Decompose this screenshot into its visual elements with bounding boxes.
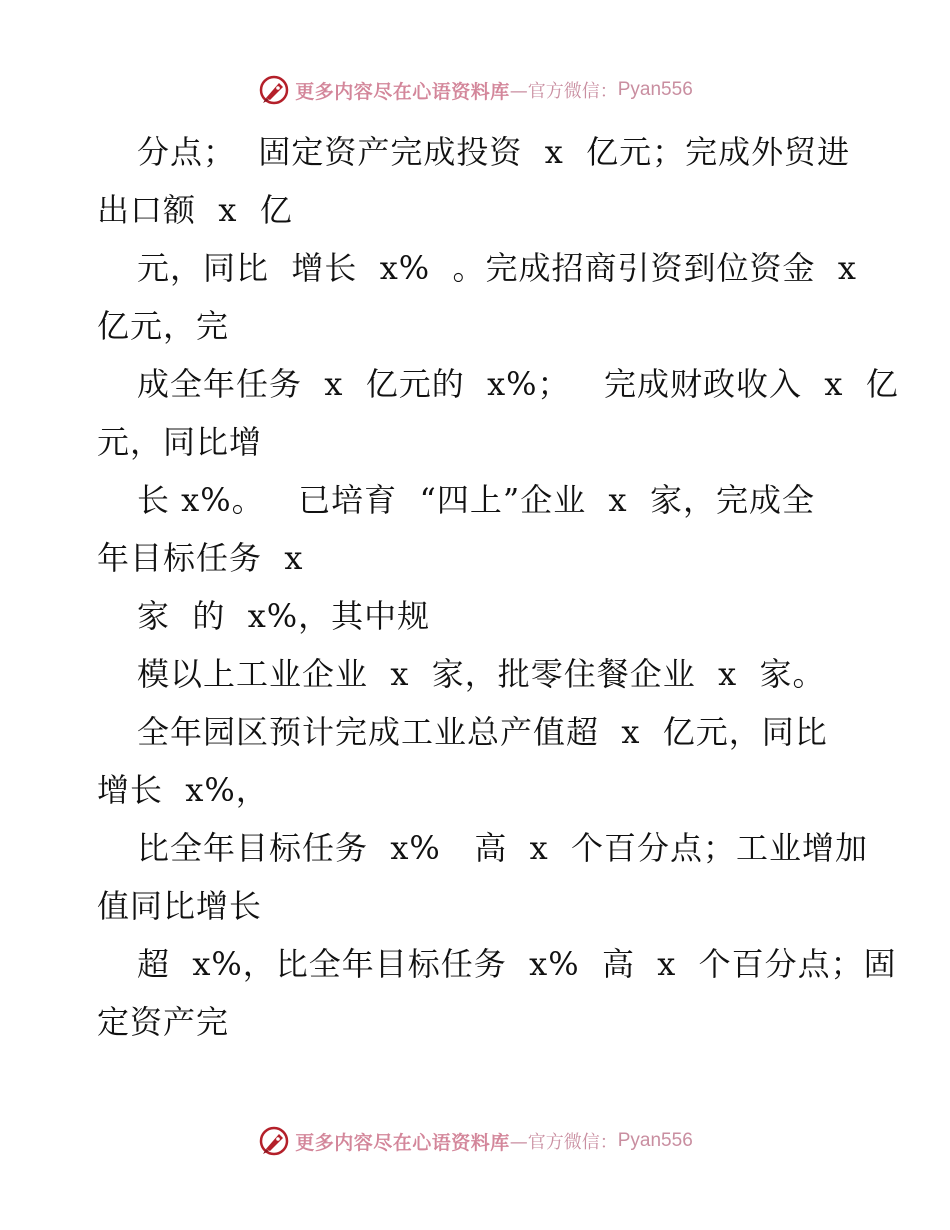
text-line: 元，同比增 xyxy=(97,423,263,461)
text-line: 比全年目标任务 x% 高 x 个百分点；工业增加 xyxy=(137,829,869,867)
text-line: 全年园区预计完成工业总产值超 x 亿元，同比 xyxy=(137,713,828,751)
text-line: 分点； 固定资产完成投资 x 亿元；完成外贸进 xyxy=(137,133,851,171)
text-line: 定资产完 xyxy=(97,1003,230,1041)
text-line: 值同比增长 xyxy=(97,887,263,925)
footer-banner xyxy=(0,1121,950,1161)
footer-title: 更多内容尽在心语资料库 xyxy=(295,1131,510,1154)
text-line: 增长 x%， xyxy=(97,771,269,809)
text-line: 家 的 x%，其中规 xyxy=(137,597,431,635)
header-label: —官方微信： xyxy=(509,81,618,102)
footer-label: —官方微信： xyxy=(509,1132,618,1153)
text-line: 亿元，完 xyxy=(97,307,230,345)
text-line: 长 x%。 已培育 “四上”企业 x 家，完成全 xyxy=(137,481,815,519)
pen-nib-logo-icon xyxy=(257,73,291,107)
header-wechat-id: Pyan556 xyxy=(617,79,693,100)
header-banner xyxy=(0,70,950,110)
text-line: 元，同比 增长 x% 。完成招商引资到位资金 x xyxy=(137,249,857,287)
header-title: 更多内容尽在心语资料库 xyxy=(295,80,510,103)
text-line: 超 x%，比全年目标任务 x% 高 x 个百分点；固 xyxy=(137,945,897,983)
pen-nib-logo-icon xyxy=(257,1124,291,1158)
document-body xyxy=(97,123,899,1051)
text-line: 出口额 x 亿 xyxy=(97,191,293,229)
text-line: 成全年任务 x 亿元的 x%； 完成财政收入 x 亿 xyxy=(137,365,899,403)
text-line: 模以上工业企业 x 家，批零住餐企业 x 家。 xyxy=(137,655,826,693)
footer-wechat-id: Pyan556 xyxy=(617,1130,693,1151)
text-line: 年目标任务 x xyxy=(97,539,304,577)
